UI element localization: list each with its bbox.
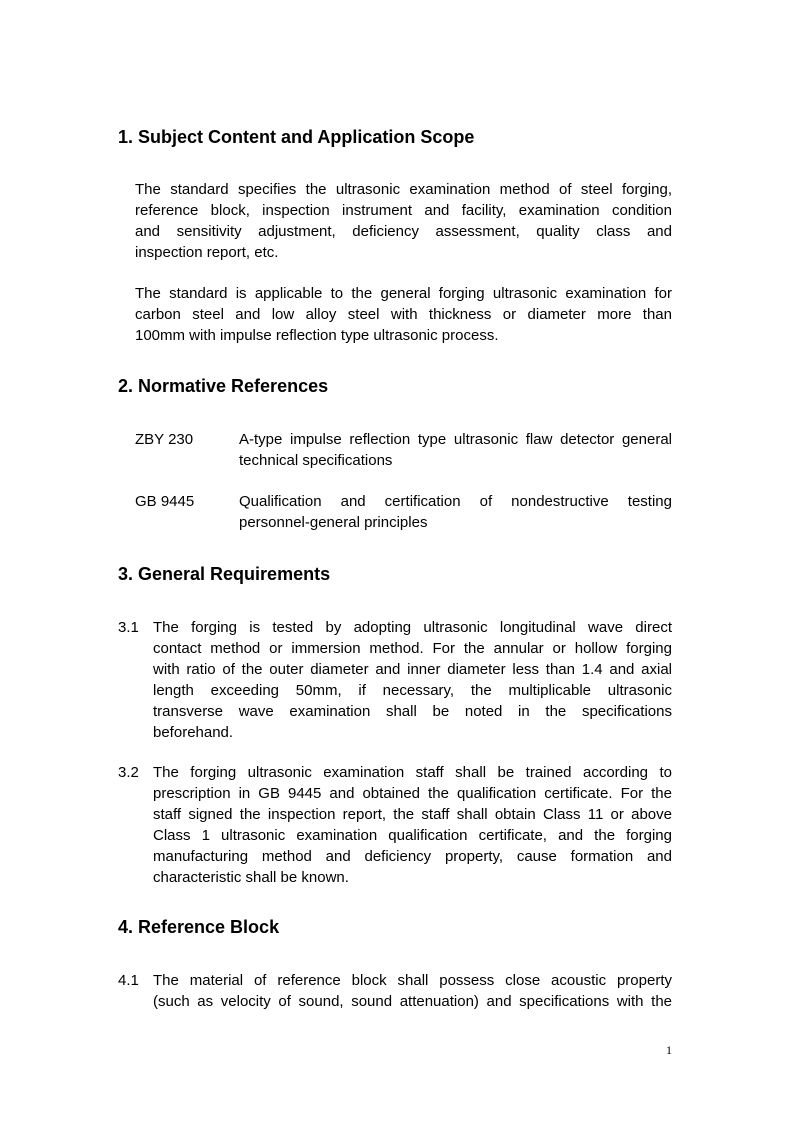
- reference-code: ZBY 230: [135, 431, 194, 448]
- clause-number: 3.1: [118, 619, 139, 636]
- text-line: characteristic shall be known.: [153, 869, 349, 886]
- text-line: and sensitivity adjustment, deficiency assessment, quality class and: [135, 223, 672, 240]
- paragraph-scope-1: [135, 179, 672, 263]
- text-line: Class 1 ultrasonic examination qualification certificate, and the forging: [153, 827, 672, 844]
- text-line: manufacturing method and deficiency property, cause formation and: [153, 848, 672, 865]
- text-line: (such as velocity of sound, sound attenuation) and specifications with the: [153, 993, 672, 1010]
- text-line: The forging is tested by adopting ultrasonic longitudinal wave direct: [153, 619, 672, 636]
- text-line: technical specifications: [239, 452, 393, 469]
- text-line: personnel-general principles: [239, 514, 428, 531]
- clause-number: 3.2: [118, 764, 139, 781]
- clause-3-2: [153, 762, 672, 888]
- text-line: The material of reference block shall possess close acoustic property: [153, 972, 672, 989]
- text-line: 100mm with impulse reflection type ultrasonic process.: [135, 327, 499, 344]
- section-1-heading: 1. Subject Content and Application Scope: [118, 127, 475, 147]
- text-line: prescription in GB 9445 and obtained the qualification certificate. For the: [153, 785, 672, 802]
- page-number: 1: [666, 1043, 672, 1057]
- section-2-heading: 2. Normative References: [118, 376, 329, 396]
- text-line: beforehand.: [153, 724, 234, 741]
- text-line: The forging ultrasonic examination staff shall be trained according to: [153, 764, 672, 781]
- text-line: length exceeding 50mm, if necessary, the multiplicable ultrasonic: [153, 682, 672, 699]
- text-line: A-type impulse reflection type ultrasonic flaw detector general: [239, 431, 672, 448]
- clause-3-1: [153, 617, 672, 743]
- text-line: contact method or immersion method. For the annular or hollow forging: [153, 640, 672, 657]
- reference-title: [239, 491, 672, 533]
- section-3-heading: 3. General Requirements: [118, 564, 331, 584]
- reference-title: [239, 429, 672, 471]
- paragraph-scope-2: [135, 283, 672, 346]
- text-line: The standard is applicable to the general forging ultrasonic examination for: [135, 285, 672, 302]
- reference-code: GB 9445: [135, 493, 195, 510]
- text-line: with ratio of the outer diameter and inner diameter less than 1.4 and axial: [153, 661, 672, 678]
- text-line: Qualification and certification of nondestructive testing: [239, 493, 672, 510]
- text-line: transverse wave examination shall be noted in the specifications: [153, 703, 672, 720]
- text-line: The standard specifies the ultrasonic examination method of steel forging,: [135, 181, 672, 198]
- text-line: reference block, inspection instrument and facility, examination condition: [135, 202, 672, 219]
- section-4-heading: 4. Reference Block: [118, 917, 280, 937]
- text-line: inspection report, etc.: [135, 244, 279, 261]
- text-line: carbon steel and low alloy steel with thickness or diameter more than: [135, 306, 672, 323]
- text-line: staff signed the inspection report, the staff shall obtain Class 11 or above: [153, 806, 672, 823]
- clause-4-1: [153, 970, 672, 1012]
- clause-number: 4.1: [118, 972, 139, 989]
